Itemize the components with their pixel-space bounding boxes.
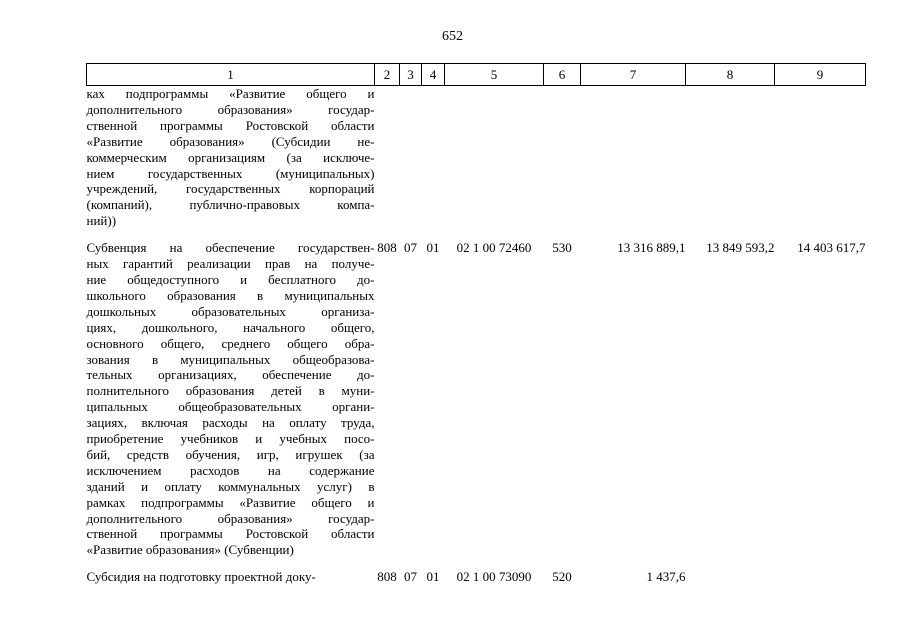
description-line: Субвенция на обеспечение государствен- xyxy=(86,240,375,256)
header-col-4: 4 xyxy=(422,64,445,86)
col-amount-year-3: 14 403 617,7 xyxy=(797,240,866,256)
description-line: (компаний), публично-правовых компа- xyxy=(86,197,375,213)
description-line: Субсидия на подготовку проектной доку- xyxy=(86,569,316,585)
description-line: дополнительного образования» государ- xyxy=(86,101,375,117)
col-ministry-code: 808 xyxy=(377,569,397,585)
description-line: «Развитие образования» (Субсидии не- xyxy=(86,133,375,149)
budget-table xyxy=(86,63,866,585)
col-amount-year-1: 13 316 889,1 xyxy=(617,240,686,256)
description-line: учреждений, государственных корпораций xyxy=(86,181,375,197)
table-row xyxy=(87,86,866,230)
description-line: полнительного образования детей в муни- xyxy=(86,383,375,399)
col-target-article: 02 1 00 72460 xyxy=(456,240,532,256)
description-line: дополнительного образования» государ- xyxy=(86,510,375,526)
col-amount-year-2 xyxy=(686,558,775,585)
col-expense-type: 520 xyxy=(552,569,572,585)
col-ministry-code: 808 xyxy=(377,240,397,256)
description-line: зациях, включая расходы на оплату труда, xyxy=(86,415,375,431)
col-section-code xyxy=(400,86,422,230)
header-col-3: 3 xyxy=(400,64,422,86)
description-line: дошкольных образовательных организа- xyxy=(86,303,375,319)
description-line: ных гарантий реализации прав на получе- xyxy=(86,256,375,272)
col-ministry-code xyxy=(375,86,400,230)
col-expense-type: 530 xyxy=(552,240,572,256)
col-amount-year-3 xyxy=(775,558,866,585)
description-line: бий, средств обучения, игр, игрушек (за xyxy=(86,446,375,462)
col-subsection-code xyxy=(422,86,445,230)
table-row xyxy=(87,558,866,585)
col-expense-type xyxy=(544,86,581,230)
page-number: 652 xyxy=(442,29,463,44)
description-line: зданий и оплату коммунальных услуг) в xyxy=(86,478,375,494)
row-description xyxy=(87,229,375,558)
col-subsection-code: 01 xyxy=(426,240,440,256)
description-line: ственной программы Ростовской области xyxy=(86,117,375,133)
col-amount-year-1 xyxy=(581,86,686,230)
col-section-code: 07 xyxy=(404,569,417,585)
table-row xyxy=(87,229,866,558)
header-col-1: 1 xyxy=(87,64,375,86)
description-line: ний)) xyxy=(86,213,117,229)
header-col-9: 9 xyxy=(775,64,866,86)
table-body xyxy=(87,86,866,586)
description-line: тельных организациях, обеспечение до- xyxy=(86,367,375,383)
col-amount-year-3 xyxy=(775,86,866,230)
description-line: ние общедоступного и бесплатного до- xyxy=(86,271,375,287)
col-subsection-code: 01 xyxy=(426,569,440,585)
row-description xyxy=(87,558,375,585)
col-target-article xyxy=(445,86,544,230)
description-line: приобретение учебников и учебных посо- xyxy=(86,431,375,447)
description-line: зования в муниципальных общеобразова- xyxy=(86,351,375,367)
col-target-article: 02 1 00 73090 xyxy=(456,569,532,585)
header-col-2: 2 xyxy=(375,64,400,86)
col-amount-year-2 xyxy=(686,86,775,230)
description-line: школьного образования в муниципальных xyxy=(86,287,375,303)
description-line: нием государственных (муниципальных) xyxy=(86,165,375,181)
col-amount-year-1: 1 437,6 xyxy=(646,569,686,585)
description-line: ственной программы Ростовской области xyxy=(86,526,375,542)
row-description xyxy=(87,86,375,230)
header-col-6: 6 xyxy=(544,64,581,86)
col-amount-year-2: 13 849 593,2 xyxy=(706,240,775,256)
description-line: основного общего, среднего общего обра- xyxy=(86,335,375,351)
description-line: «Развитие образования» (Субвенции) xyxy=(86,542,294,558)
header-col-5: 5 xyxy=(445,64,544,86)
header-col-7: 7 xyxy=(581,64,686,86)
table-header-row xyxy=(87,64,866,86)
col-section-code: 07 xyxy=(404,240,417,256)
description-line: рамках подпрограммы «Развитие общего и xyxy=(86,494,375,510)
description-line: коммерческим организациям (за исключе- xyxy=(86,149,375,165)
description-line: ципальных общеобразовательных органи- xyxy=(86,399,375,415)
description-line: исключением расходов на содержание xyxy=(86,462,375,478)
description-line: циях, дошкольного, начального общего, xyxy=(86,319,375,335)
header-col-8: 8 xyxy=(686,64,775,86)
description-line: ках подпрограммы «Развитие общего и xyxy=(86,86,375,101)
